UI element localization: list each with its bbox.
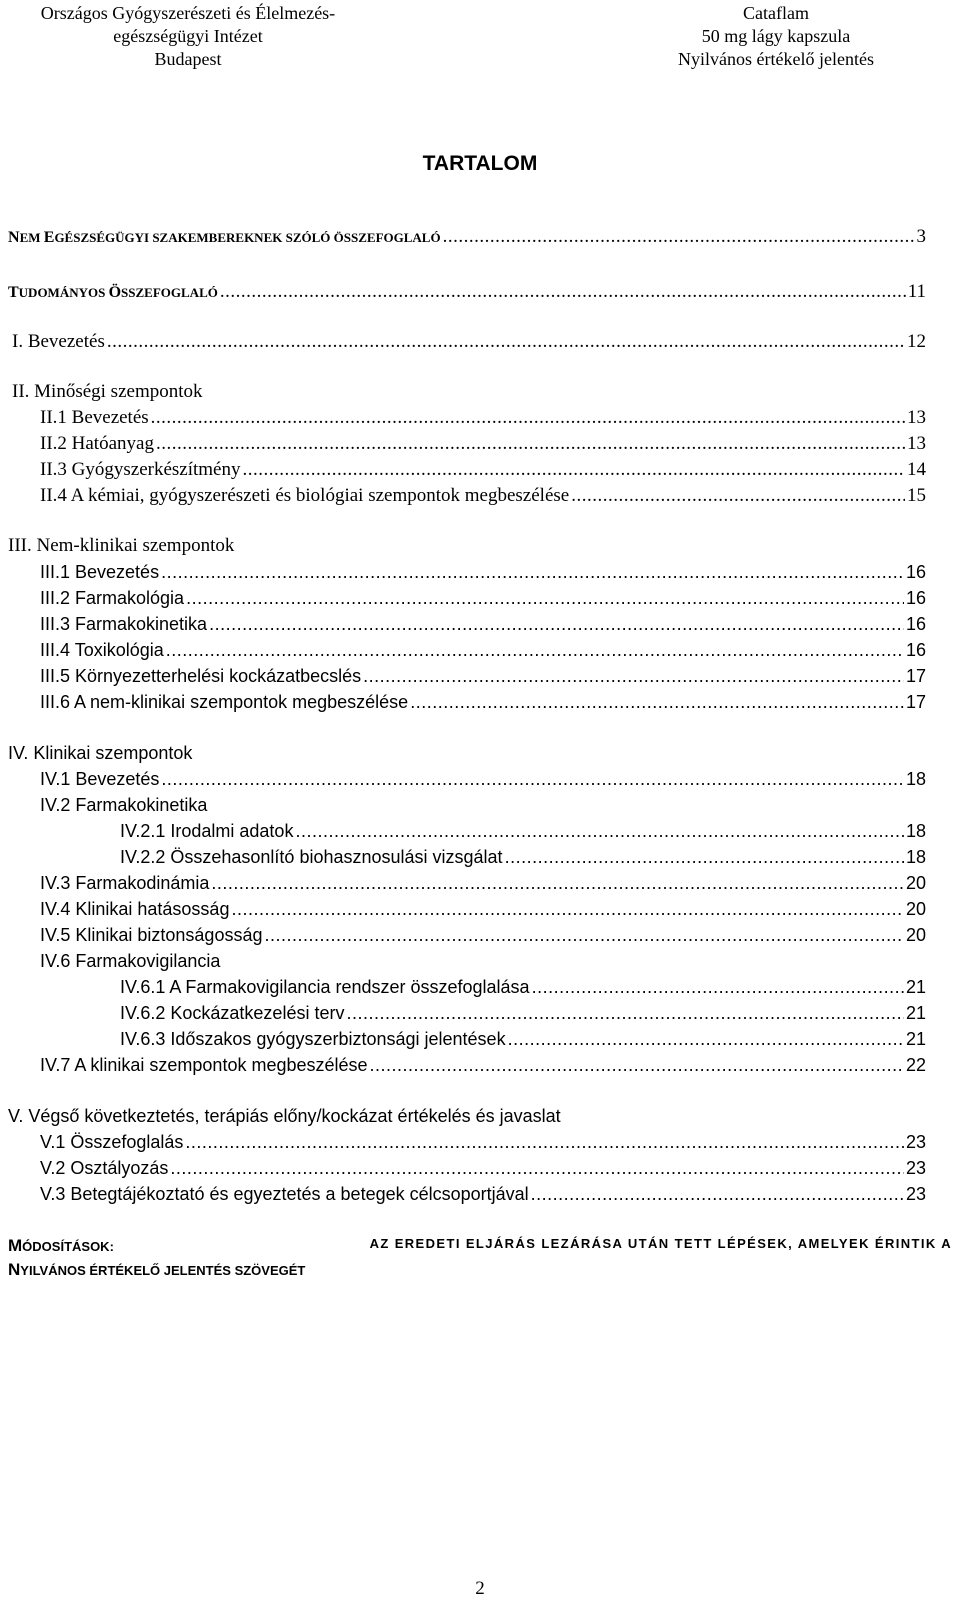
toc-entry-iii6[interactable] <box>40 692 926 713</box>
toc-page-number: 23 <box>905 1132 926 1152</box>
mod-rest: ÓDOSÍTÁSOK: <box>22 1239 114 1254</box>
toc-entry-iii3[interactable] <box>40 614 926 635</box>
dot-leader <box>186 588 904 609</box>
toc-label-cap: T <box>8 284 19 301</box>
dot-leader <box>532 977 904 998</box>
toc-page-number: 20 <box>905 925 926 945</box>
toc-label: II.3 Gyógyszerkészítmény <box>40 459 241 480</box>
dot-leader <box>220 281 906 303</box>
toc-label-rest: EM <box>19 230 44 245</box>
header-right-line: Nyilvános értékelő jelentés <box>678 49 874 69</box>
toc-label: III.3 Farmakokinetika <box>40 614 208 634</box>
toc-page-number: 17 <box>905 692 926 712</box>
dot-leader <box>211 873 904 894</box>
modositasok-part <box>8 1236 114 1256</box>
toc-entry-iv4[interactable] <box>40 899 926 920</box>
toc-page-number: 16 <box>905 640 926 660</box>
dot-leader <box>185 1132 904 1153</box>
header-right-line: Cataflam <box>743 3 809 23</box>
mod-cap: N <box>8 1260 21 1279</box>
toc-label: IV.2.1 Irodalmi adatok <box>120 821 294 841</box>
toc-heading-vegso: V. Végső következtetés, terápiás előny/kockázat értékelés és javaslat <box>8 1106 561 1126</box>
toc-entry-iv21[interactable] <box>120 821 926 842</box>
toc-page-number: 23 <box>905 1184 926 1204</box>
toc-entry-iii4[interactable] <box>40 640 926 661</box>
toc-label: V.3 Betegtájékoztató és egyeztetés a betegek célcsoportjával <box>40 1184 529 1204</box>
toc-entry-ii2[interactable] <box>40 433 926 455</box>
dot-leader <box>170 1158 904 1179</box>
toc-label: V.2 Osztályozás <box>40 1158 169 1178</box>
toc-label: II.2 Hatóanyag <box>40 433 154 454</box>
toc-label: IV.6.2 Kockázatkezelési terv <box>120 1003 345 1023</box>
mod-rest: YILVÁNOS ÉRTÉKELŐ JELENTÉS SZÖVEGÉT <box>20 1263 306 1278</box>
toc-subheading-iv2: IV.2 Farmakokinetika <box>40 795 208 815</box>
toc-page-number: 18 <box>905 847 926 867</box>
toc-label: IV.4 Klinikai hatásosság <box>40 899 230 919</box>
toc-entry-iii5[interactable] <box>40 666 926 687</box>
modositasok-line-1 <box>8 1236 952 1256</box>
toc-page-number: 13 <box>907 407 926 428</box>
toc-entry-ii1[interactable] <box>40 407 926 429</box>
toc-page-number: 3 <box>916 226 926 247</box>
toc-label: III.5 Környezetterhelési kockázatbecslés <box>40 666 362 686</box>
toc-page-number: 15 <box>907 485 926 506</box>
toc-page-number: 18 <box>905 769 926 789</box>
dot-leader <box>156 433 905 455</box>
toc-subheading-iv6: IV.6 Farmakovigilancia <box>40 951 221 971</box>
toc-page-number: 23 <box>905 1158 926 1178</box>
toc-page-number: 18 <box>905 821 926 841</box>
toc-label: II.1 Bevezetés <box>40 407 149 428</box>
dot-leader <box>161 769 904 790</box>
toc-page-number: 16 <box>905 614 926 634</box>
toc-entry-iv63[interactable] <box>120 1029 926 1050</box>
dot-leader <box>161 562 904 583</box>
toc-label <box>8 229 441 247</box>
toc-page-number: 21 <box>905 1029 926 1049</box>
toc-heading-nemklinikai: III. Nem-klinikai szempontok <box>8 535 235 556</box>
toc-page-number: 11 <box>907 281 926 302</box>
page-title: TARTALOM <box>422 152 538 175</box>
dot-leader <box>243 459 906 481</box>
dot-leader <box>443 226 915 248</box>
header-left-line: Országos Gyógyszerészeti és Élelmezés- <box>40 3 336 23</box>
toc-label: III.2 Farmakológia <box>40 588 185 608</box>
toc-label: IV.5 Klinikai biztonságosság <box>40 925 263 945</box>
toc-entry-iv22[interactable] <box>120 847 926 868</box>
header-right <box>600 2 952 71</box>
toc-label <box>8 284 218 302</box>
modositasok-line-2 <box>8 1260 952 1280</box>
toc-label: IV.6.3 Időszakos gyógyszerbiztonsági jelentések <box>120 1029 506 1049</box>
header-left-line: Budapest <box>154 49 222 69</box>
header-right-line: 50 mg lágy kapszula <box>701 26 851 46</box>
dot-leader <box>209 614 904 635</box>
modositasok-heading[interactable] <box>8 1236 952 1280</box>
toc-entry-bevezetes[interactable] <box>12 331 926 353</box>
toc-entry-iv1[interactable] <box>40 769 926 790</box>
toc-label-rest: GÉSZSÉGÜGYI SZAKEMBEREKNEK SZÓLÓ ÖSSZEFOGLALÓ <box>54 230 441 245</box>
toc-entry-iii1[interactable] <box>40 562 926 583</box>
toc-entry-ii3[interactable] <box>40 459 926 481</box>
toc-page-number: 16 <box>905 562 926 582</box>
toc-page-number: 20 <box>905 873 926 893</box>
toc-page-number: 14 <box>907 459 926 480</box>
toc-label: III.6 A nem-klinikai szempontok megbeszélése <box>40 692 409 712</box>
toc-label-cap: N <box>8 229 20 246</box>
header-left <box>8 2 368 71</box>
toc-label-rest: UDOMÁNYOS <box>18 285 109 300</box>
dot-leader <box>231 899 904 920</box>
toc-entry-nem-egeszsegugyi[interactable] <box>8 226 926 248</box>
toc-page-number: 20 <box>905 899 926 919</box>
toc-heading-klinikai: IV. Klinikai szempontok <box>8 743 193 763</box>
toc-entry-iv5[interactable] <box>40 925 926 946</box>
toc-page-number: 17 <box>905 666 926 686</box>
toc-entry-iv7[interactable] <box>40 1055 926 1076</box>
toc-label: II.4 A kémiai, gyógyszerészeti és biológiai szempontok megbeszélése <box>40 485 570 506</box>
dot-leader <box>571 485 905 507</box>
toc-label: IV.2.2 Összehasonlító biohasznosulási vizsgálat <box>120 847 503 867</box>
toc-label: IV.6.1 A Farmakovigilancia rendszer összefoglalása <box>120 977 530 997</box>
modositasok-part: AZ EREDETI ELJÁRÁS LEZÁRÁSA UTÁN TETT LÉPÉSEK, AMELYEK ÉRINTIK A <box>369 1236 952 1251</box>
dot-leader <box>264 925 903 946</box>
toc-entry-iv3[interactable] <box>40 873 926 894</box>
toc-page-number: 22 <box>905 1055 926 1075</box>
toc-entry-v1[interactable] <box>40 1132 926 1153</box>
toc-label: V.1 Összefoglalás <box>40 1132 184 1152</box>
toc-entry-ii4[interactable] <box>40 485 926 507</box>
header-left-line: egészségügyi Intézet <box>113 26 263 46</box>
toc-page-number: 12 <box>907 331 926 352</box>
dot-leader <box>531 1184 904 1205</box>
toc-entry-iv62[interactable] <box>120 1003 926 1024</box>
page-number: 2 <box>475 1578 485 1599</box>
toc-label: IV.7 A klinikai szempontok megbeszélése <box>40 1055 368 1075</box>
dot-leader <box>505 847 904 868</box>
toc-entry-iv61[interactable] <box>120 977 926 998</box>
dot-leader <box>370 1055 904 1076</box>
toc-entry-v3[interactable] <box>40 1184 926 1205</box>
toc-label: IV.3 Farmakodinámia <box>40 873 210 893</box>
toc-label: III.4 Toxikológia <box>40 640 164 660</box>
toc-entry-tudomanyos[interactable] <box>8 281 926 303</box>
dot-leader <box>166 640 904 661</box>
toc-page-number: 21 <box>905 977 926 997</box>
mod-cap: M <box>8 1236 23 1255</box>
toc-page-number: 16 <box>905 588 926 608</box>
toc-label: III.1 Bevezetés <box>40 562 160 582</box>
toc-label: I. Bevezetés <box>12 331 105 352</box>
dot-leader <box>107 331 905 353</box>
dot-leader <box>363 666 904 687</box>
dot-leader <box>346 1003 904 1024</box>
toc-page-number: 21 <box>905 1003 926 1023</box>
toc-label-cap: Ö <box>108 284 122 301</box>
toc-entry-v2[interactable] <box>40 1158 926 1179</box>
toc-entry-iii2[interactable] <box>40 588 926 609</box>
toc-label: IV.1 Bevezetés <box>40 769 160 789</box>
dot-leader <box>151 407 905 429</box>
toc-page-number: 13 <box>907 433 926 454</box>
dot-leader <box>410 692 904 713</box>
toc-label-rest: SSZEFOGLALÓ <box>121 285 218 300</box>
toc-label-cap: E <box>43 229 55 246</box>
dot-leader <box>508 1029 904 1050</box>
toc-heading-minosegi: II. Minőségi szempontok <box>12 381 203 402</box>
dot-leader <box>295 821 904 842</box>
